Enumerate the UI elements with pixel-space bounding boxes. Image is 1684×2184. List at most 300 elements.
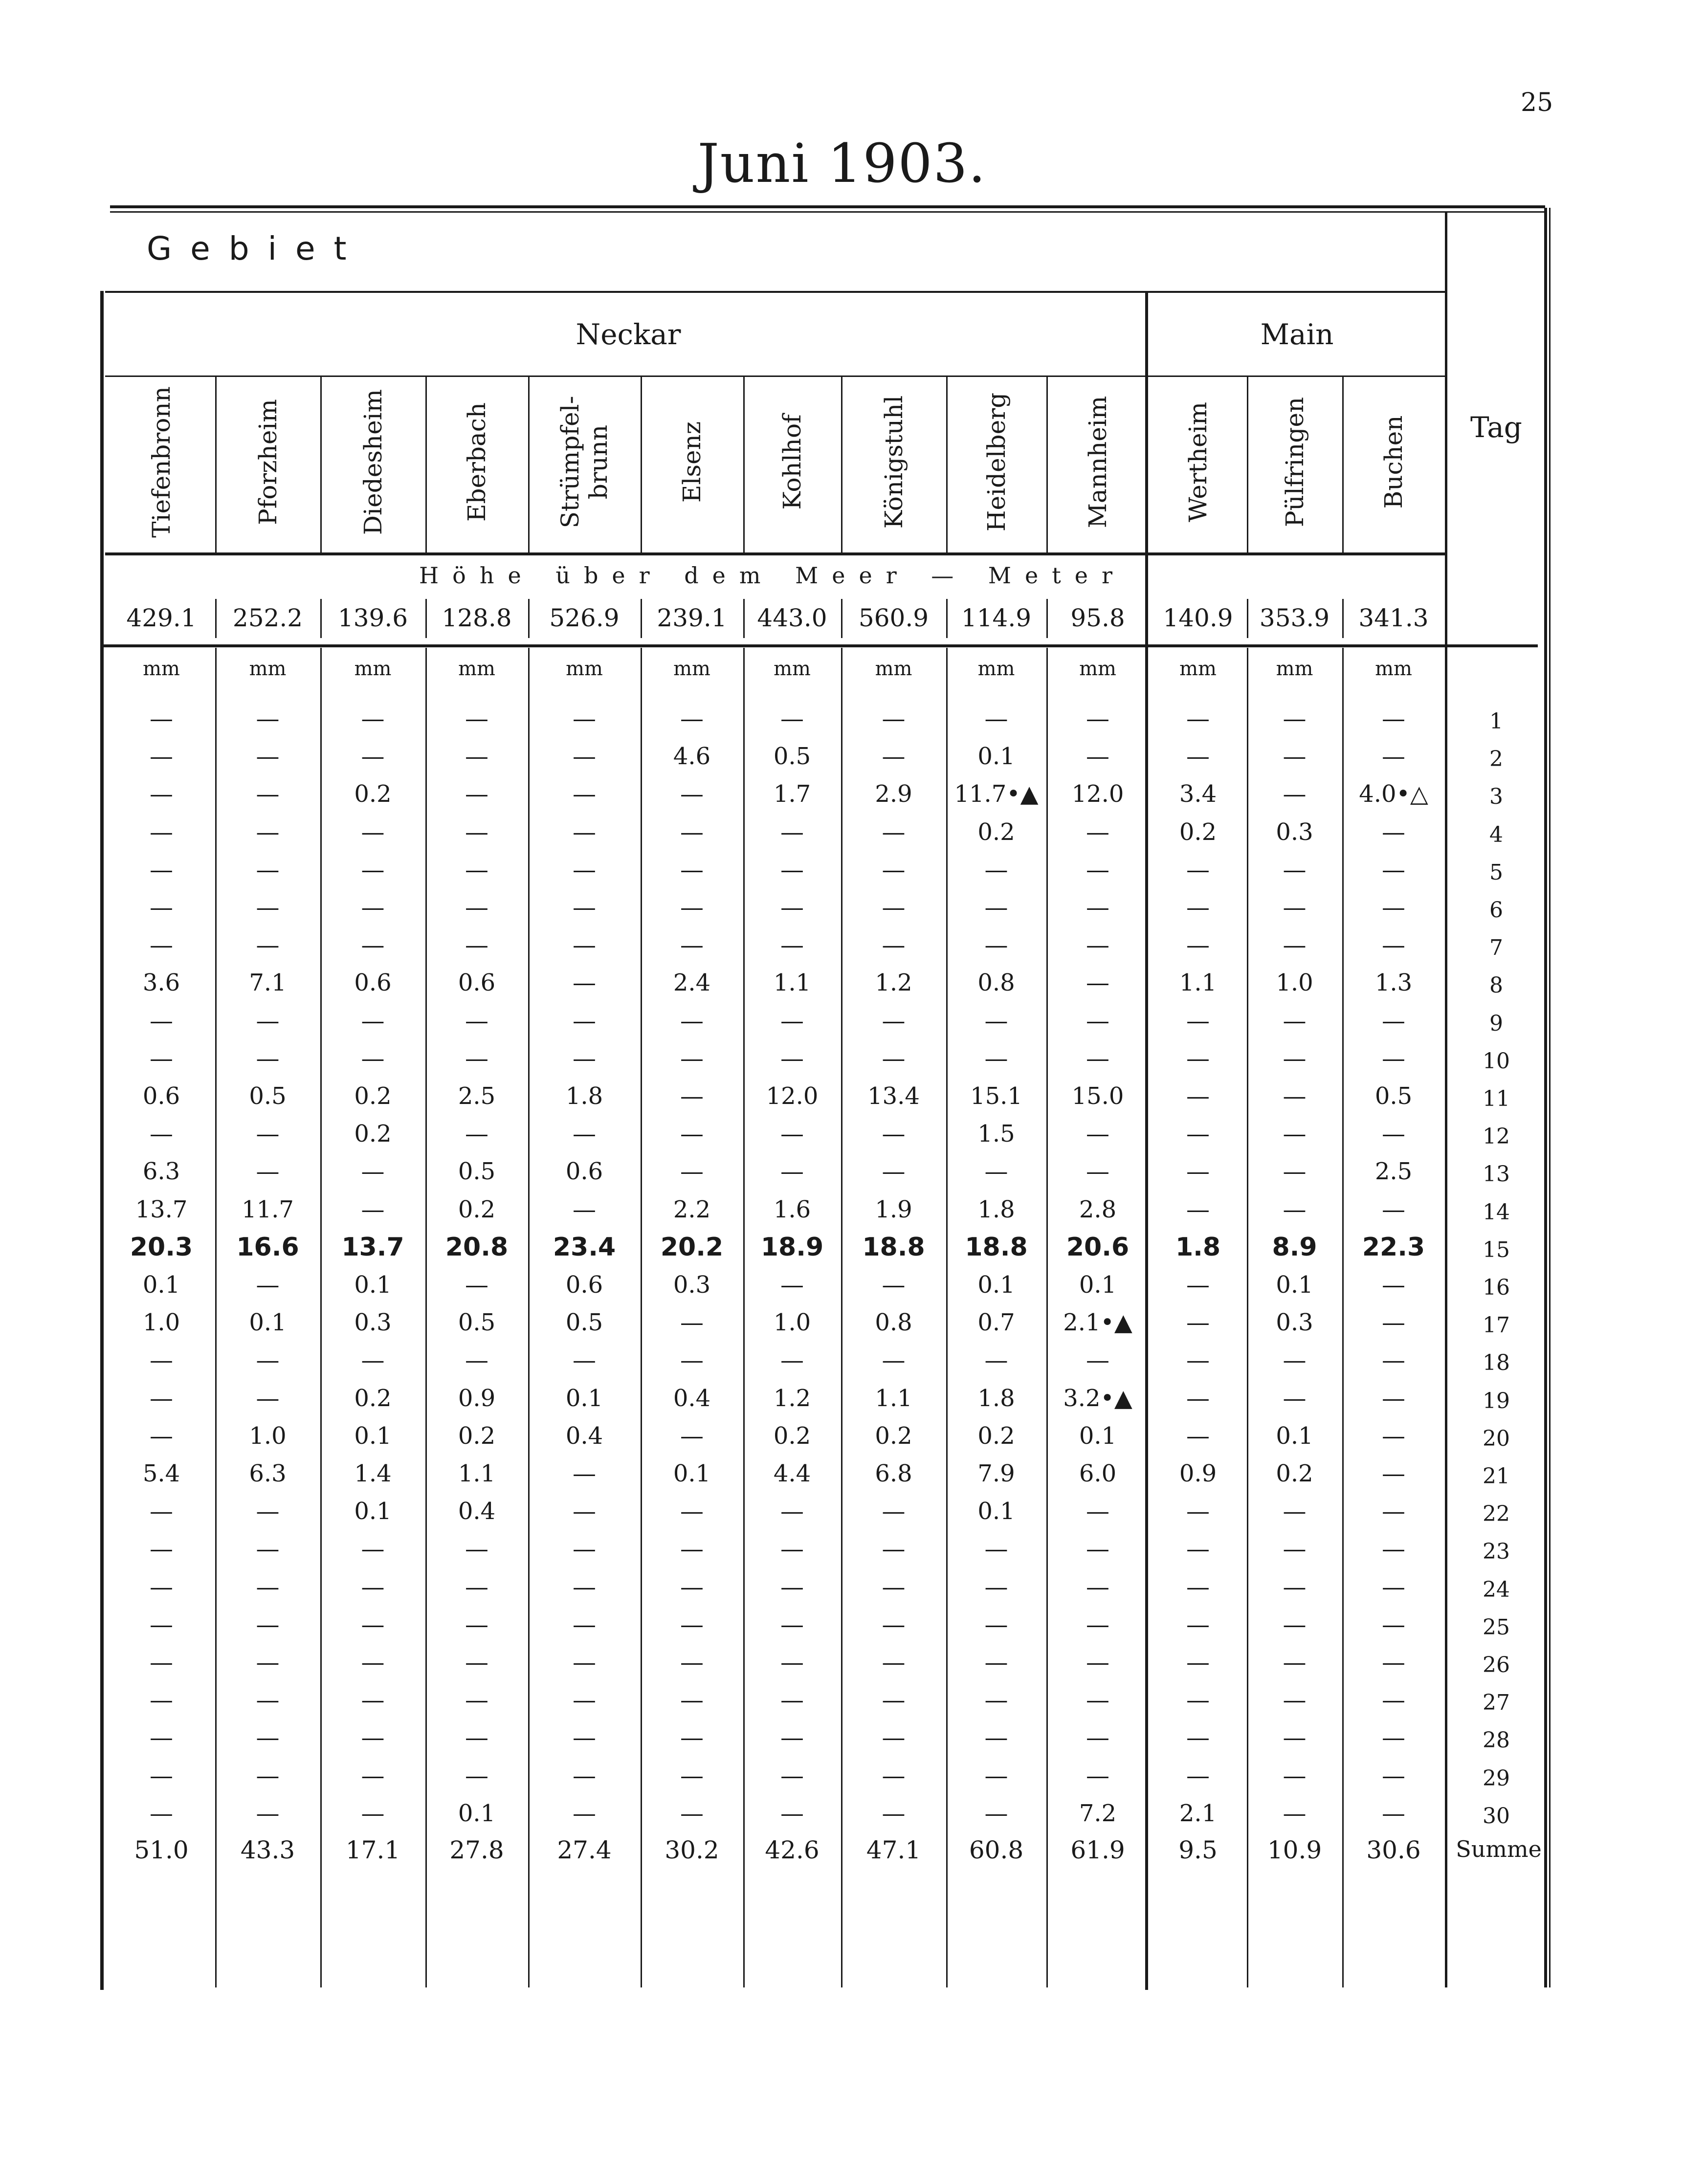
table-cell: — bbox=[465, 1346, 488, 1374]
table-cell: 1.6 bbox=[773, 1195, 811, 1223]
table-cell: 15.0 bbox=[1071, 1082, 1124, 1110]
station-name-label: Elsenz bbox=[678, 421, 706, 503]
unit-label: mm bbox=[1276, 658, 1313, 680]
table-cell: — bbox=[361, 1799, 385, 1827]
table-cell: — bbox=[1086, 1686, 1109, 1714]
table-cell: — bbox=[573, 1007, 596, 1035]
table-cell: — bbox=[465, 705, 488, 732]
table-cell: 0.9 bbox=[1179, 1460, 1217, 1487]
gebiet-label: Gebiet bbox=[147, 230, 365, 267]
station-name bbox=[1246, 374, 1344, 550]
table-cell: — bbox=[1283, 1007, 1307, 1035]
table-cell: — bbox=[882, 1044, 906, 1072]
table-cell: — bbox=[573, 1649, 596, 1676]
station-name-label: Strümpfel- brunn bbox=[556, 396, 613, 529]
table-cell: — bbox=[680, 1573, 704, 1601]
table-cell: — bbox=[984, 1762, 1008, 1789]
table-cell: — bbox=[256, 1724, 280, 1752]
table-cell: — bbox=[1283, 705, 1307, 732]
table-cell: — bbox=[882, 818, 906, 846]
table-cell: 0.3 bbox=[354, 1309, 392, 1337]
table-cell: — bbox=[1186, 1422, 1210, 1450]
table-cell: — bbox=[680, 1724, 704, 1752]
table-cell: 2.5 bbox=[458, 1082, 496, 1110]
table-cell: — bbox=[150, 1422, 173, 1450]
table-cell: — bbox=[256, 1120, 280, 1148]
station-name-label: Kohlhof bbox=[778, 414, 806, 510]
table-cell: — bbox=[780, 1158, 804, 1186]
table-cell: 1.0 bbox=[249, 1422, 287, 1450]
table-cell: 0.2 bbox=[875, 1422, 912, 1450]
table-cell: — bbox=[150, 1384, 173, 1412]
station-col-sep bbox=[425, 376, 427, 552]
station-elevation: 560.9 bbox=[858, 604, 929, 632]
table-cell: — bbox=[150, 1007, 173, 1035]
table-cell: — bbox=[1382, 1044, 1405, 1072]
table-cell: 0.1 bbox=[673, 1460, 711, 1487]
table-cell: — bbox=[1186, 1007, 1210, 1035]
table-cell: — bbox=[1086, 1573, 1109, 1601]
table-cell: — bbox=[1186, 1271, 1210, 1299]
table-cell: — bbox=[1186, 1535, 1210, 1563]
table-cell: — bbox=[1382, 1195, 1405, 1223]
table-cell: 22.3 bbox=[1362, 1232, 1425, 1262]
table-cell: — bbox=[1382, 1309, 1405, 1337]
table-cell: — bbox=[1186, 1762, 1210, 1789]
station-col-sep bbox=[641, 376, 642, 552]
table-cell: — bbox=[1186, 743, 1210, 771]
table-cell: — bbox=[680, 1007, 704, 1035]
day-number: 10 bbox=[1483, 1048, 1510, 1074]
table-cell: — bbox=[1382, 1610, 1405, 1638]
table-cell: 0.5 bbox=[565, 1309, 603, 1337]
table-cell: 0.3 bbox=[1276, 1309, 1313, 1337]
table-cell: — bbox=[256, 1044, 280, 1072]
day-number: 1 bbox=[1489, 709, 1503, 734]
table-cell: — bbox=[573, 1573, 596, 1601]
table-cell: — bbox=[361, 1686, 385, 1714]
station-name bbox=[324, 374, 422, 550]
table-cell: — bbox=[680, 1686, 704, 1714]
table-cell: — bbox=[882, 705, 906, 732]
table-cell: — bbox=[1186, 1120, 1210, 1148]
table-cell: — bbox=[573, 1498, 596, 1525]
table-cell: — bbox=[465, 1535, 488, 1563]
table-cell: — bbox=[1283, 1498, 1307, 1525]
table-cell: — bbox=[984, 1799, 1008, 1827]
table-cell: — bbox=[984, 1007, 1008, 1035]
table-cell: — bbox=[882, 1649, 906, 1676]
top-rule-thin bbox=[110, 211, 1545, 213]
table-cell: — bbox=[1086, 931, 1109, 959]
station-elevation: 341.3 bbox=[1358, 604, 1429, 632]
table-cell: 7.1 bbox=[249, 969, 287, 997]
table-cell: 2.9 bbox=[875, 780, 912, 808]
station-elevation: 114.9 bbox=[961, 604, 1032, 632]
table-cell: — bbox=[573, 1535, 596, 1563]
day-number: 20 bbox=[1483, 1426, 1510, 1451]
table-cell: — bbox=[1086, 1610, 1109, 1638]
table-cell: — bbox=[780, 1498, 804, 1525]
table-cell: 0.1 bbox=[1079, 1422, 1117, 1450]
table-cell: — bbox=[150, 1573, 173, 1601]
table-cell: — bbox=[1186, 931, 1210, 959]
table-cell: 20.3 bbox=[130, 1232, 193, 1262]
table-cell: 0.1 bbox=[354, 1271, 392, 1299]
table-cell: — bbox=[150, 705, 173, 732]
table-cell: — bbox=[150, 1498, 173, 1525]
unit-label: mm bbox=[458, 658, 495, 680]
table-cell: — bbox=[150, 743, 173, 771]
day-number: 24 bbox=[1483, 1577, 1510, 1602]
station-name-label: Diedesheim bbox=[358, 389, 387, 535]
table-cell: — bbox=[256, 1271, 280, 1299]
table-cell: 3.6 bbox=[142, 969, 180, 997]
table-cell: 1.0 bbox=[1276, 969, 1313, 997]
table-cell: — bbox=[361, 1762, 385, 1789]
table-cell: — bbox=[1382, 1535, 1405, 1563]
station-sum: 30.6 bbox=[1366, 1836, 1421, 1864]
day-number: 8 bbox=[1489, 973, 1503, 998]
table-cell: 15.1 bbox=[970, 1082, 1022, 1110]
table-cell: 0.5 bbox=[773, 743, 811, 771]
table-cell: — bbox=[780, 1346, 804, 1374]
table-cell: — bbox=[780, 818, 804, 846]
table-cell: 0.6 bbox=[565, 1158, 603, 1186]
table-cell: 6.8 bbox=[875, 1460, 912, 1487]
table-cell: — bbox=[1283, 1535, 1307, 1563]
table-cell: — bbox=[1283, 1762, 1307, 1789]
table-cell: — bbox=[1086, 856, 1109, 883]
table-cell: — bbox=[150, 1799, 173, 1827]
table-cell: — bbox=[680, 1799, 704, 1827]
station-name bbox=[845, 374, 943, 550]
table-cell: — bbox=[256, 1573, 280, 1601]
table-cell: 0.2 bbox=[354, 1082, 392, 1110]
table-cell: 0.4 bbox=[673, 1384, 711, 1412]
table-cell: 1.8 bbox=[565, 1082, 603, 1110]
table-cell: — bbox=[1086, 969, 1109, 997]
station-sum: 60.8 bbox=[969, 1836, 1024, 1864]
table-cell: 0.7 bbox=[977, 1309, 1015, 1337]
table-cell: — bbox=[465, 856, 488, 883]
table-cell: 0.1 bbox=[1276, 1422, 1313, 1450]
data-top-rule bbox=[103, 644, 1538, 647]
table-cell: 0.6 bbox=[142, 1082, 180, 1110]
right-border-inner bbox=[1549, 208, 1551, 1987]
table-cell: — bbox=[256, 856, 280, 883]
station-name bbox=[1345, 374, 1442, 550]
table-cell: — bbox=[1382, 1460, 1405, 1487]
table-cell: — bbox=[984, 856, 1008, 883]
table-cell: — bbox=[573, 1799, 596, 1827]
table-cell: — bbox=[465, 1649, 488, 1676]
table-cell: — bbox=[361, 818, 385, 846]
table-cell: 3.4 bbox=[1179, 780, 1217, 808]
table-cell: — bbox=[465, 1007, 488, 1035]
station-elevation: 128.8 bbox=[442, 604, 512, 632]
table-cell: — bbox=[882, 894, 906, 921]
table-cell: — bbox=[150, 1535, 173, 1563]
table-cell: — bbox=[984, 1158, 1008, 1186]
table-cell: — bbox=[573, 1120, 596, 1148]
table-cell: 1.1 bbox=[458, 1460, 496, 1487]
table-cell: — bbox=[780, 856, 804, 883]
day-number: 12 bbox=[1483, 1124, 1510, 1149]
day-number: 16 bbox=[1483, 1275, 1510, 1300]
day-number: 7 bbox=[1489, 935, 1503, 961]
table-cell: — bbox=[1186, 894, 1210, 921]
table-cell: — bbox=[361, 1649, 385, 1676]
table-cell: — bbox=[1382, 1346, 1405, 1374]
table-cell: 1.2 bbox=[875, 969, 912, 997]
table-cell: 0.9 bbox=[458, 1384, 496, 1412]
table-cell: — bbox=[465, 743, 488, 771]
table-cell: — bbox=[150, 1686, 173, 1714]
day-number: 18 bbox=[1483, 1350, 1510, 1376]
table-cell: — bbox=[882, 1346, 906, 1374]
page-title: Juni 1903. bbox=[697, 132, 987, 195]
station-col-sep bbox=[1046, 376, 1048, 552]
table-cell: — bbox=[780, 1686, 804, 1714]
station-rule bbox=[105, 552, 1445, 555]
day-number: 15 bbox=[1483, 1237, 1510, 1262]
station-name bbox=[112, 374, 210, 550]
day-number: 25 bbox=[1483, 1614, 1510, 1640]
table-cell: — bbox=[573, 1610, 596, 1638]
table-cell: 0.5 bbox=[458, 1309, 496, 1337]
table-cell: — bbox=[1186, 1158, 1210, 1186]
table-cell: — bbox=[361, 1535, 385, 1563]
table-cell: — bbox=[882, 931, 906, 959]
table-cell: 0.1 bbox=[1276, 1271, 1313, 1299]
top-rule-thick bbox=[110, 205, 1545, 208]
station-elevation: 139.6 bbox=[337, 604, 408, 632]
table-cell: — bbox=[882, 1120, 906, 1148]
station-sum: 61.9 bbox=[1070, 1836, 1125, 1864]
table-cell: — bbox=[256, 780, 280, 808]
table-cell: — bbox=[1283, 856, 1307, 883]
table-cell: 0.2 bbox=[1179, 818, 1217, 846]
table-cell: — bbox=[1283, 1610, 1307, 1638]
table-cell: 4.6 bbox=[673, 743, 711, 771]
station-sum: 47.1 bbox=[866, 1836, 921, 1864]
table-cell: — bbox=[465, 931, 488, 959]
table-cell: — bbox=[150, 780, 173, 808]
page-number: 25 bbox=[1521, 88, 1553, 117]
station-elevation: 252.2 bbox=[232, 604, 303, 632]
station-name bbox=[428, 374, 526, 550]
table-cell: — bbox=[780, 1271, 804, 1299]
station-elevation: 353.9 bbox=[1259, 604, 1330, 632]
table-cell: — bbox=[1382, 1007, 1405, 1035]
table-cell: 6.3 bbox=[142, 1158, 180, 1186]
table-cell: — bbox=[680, 818, 704, 846]
table-cell: 0.1 bbox=[565, 1384, 603, 1412]
table-cell: 1.1 bbox=[875, 1384, 912, 1412]
table-cell: — bbox=[1186, 1610, 1210, 1638]
table-cell: — bbox=[780, 1573, 804, 1601]
table-cell: 1.7 bbox=[773, 780, 811, 808]
table-cell: — bbox=[256, 743, 280, 771]
station-name-label: Mannheim bbox=[1084, 396, 1112, 529]
table-cell: — bbox=[780, 1044, 804, 1072]
table-cell: 0.5 bbox=[458, 1158, 496, 1186]
table-cell: — bbox=[361, 856, 385, 883]
table-cell: — bbox=[256, 1649, 280, 1676]
table-cell: — bbox=[984, 705, 1008, 732]
station-sum: 43.3 bbox=[240, 1836, 295, 1864]
table-cell: — bbox=[780, 931, 804, 959]
table-cell: — bbox=[1283, 1158, 1307, 1186]
table-cell: — bbox=[150, 931, 173, 959]
table-cell: — bbox=[1283, 780, 1307, 808]
sum-label: Summe bbox=[1456, 1836, 1542, 1862]
day-number: 13 bbox=[1483, 1162, 1510, 1187]
table-cell: — bbox=[1382, 1649, 1405, 1676]
table-cell: — bbox=[361, 1573, 385, 1601]
table-cell: — bbox=[573, 1460, 596, 1487]
table-cell: — bbox=[780, 1762, 804, 1789]
table-cell: — bbox=[1283, 1082, 1307, 1110]
table-cell: — bbox=[361, 1158, 385, 1186]
table-cell: — bbox=[361, 1724, 385, 1752]
table-cell: — bbox=[256, 1799, 280, 1827]
table-cell: — bbox=[573, 705, 596, 732]
table-cell: 0.5 bbox=[249, 1082, 287, 1110]
table-cell: — bbox=[780, 1535, 804, 1563]
table-cell: 1.1 bbox=[773, 969, 811, 997]
table-cell: — bbox=[1186, 1686, 1210, 1714]
table-cell: — bbox=[361, 743, 385, 771]
table-cell: — bbox=[984, 1610, 1008, 1638]
table-cell: — bbox=[150, 1610, 173, 1638]
table-cell: — bbox=[984, 894, 1008, 921]
table-cell: 1.4 bbox=[354, 1460, 392, 1487]
station-name-label: Pülfringen bbox=[1280, 397, 1309, 528]
table-cell: — bbox=[1086, 1120, 1109, 1148]
table-cell: 0.2 bbox=[458, 1195, 496, 1223]
table-cell: — bbox=[361, 1007, 385, 1035]
table-cell: 0.1 bbox=[249, 1309, 287, 1337]
table-cell: — bbox=[882, 1762, 906, 1789]
day-number: 17 bbox=[1483, 1313, 1510, 1338]
station-name-label: Wertheim bbox=[1184, 401, 1212, 523]
table-cell: — bbox=[1186, 1195, 1210, 1223]
table-cell: — bbox=[1186, 1498, 1210, 1525]
table-cell: 4.0•△ bbox=[1359, 780, 1428, 808]
station-col-sep bbox=[528, 376, 530, 552]
table-cell: 18.8 bbox=[965, 1232, 1028, 1262]
table-cell: 0.1 bbox=[1079, 1271, 1117, 1299]
table-cell: — bbox=[465, 1120, 488, 1148]
table-cell: 1.0 bbox=[773, 1309, 811, 1337]
table-cell: 6.0 bbox=[1079, 1460, 1117, 1487]
table-cell: — bbox=[1283, 1799, 1307, 1827]
table-cell: — bbox=[680, 1346, 704, 1374]
table-cell: — bbox=[150, 818, 173, 846]
table-cell: — bbox=[1186, 1724, 1210, 1752]
table-cell: 7.2 bbox=[1079, 1799, 1117, 1827]
table-cell: — bbox=[256, 1686, 280, 1714]
table-cell: — bbox=[573, 1762, 596, 1789]
table-cell: — bbox=[1186, 1649, 1210, 1676]
table-cell: 0.1 bbox=[458, 1799, 496, 1827]
table-cell: 20.2 bbox=[660, 1232, 724, 1262]
table-cell: — bbox=[680, 1535, 704, 1563]
table-cell: — bbox=[1086, 1044, 1109, 1072]
table-cell: — bbox=[256, 1762, 280, 1789]
table-cell: — bbox=[984, 1044, 1008, 1072]
day-number: 28 bbox=[1483, 1728, 1510, 1753]
table-cell: 4.4 bbox=[773, 1460, 811, 1487]
table-cell: — bbox=[361, 1195, 385, 1223]
station-elevation: 443.0 bbox=[757, 604, 827, 632]
table-cell: — bbox=[1086, 894, 1109, 921]
table-cell: — bbox=[573, 856, 596, 883]
table-cell: — bbox=[1382, 1384, 1405, 1412]
table-cell: — bbox=[465, 818, 488, 846]
table-cell: — bbox=[680, 856, 704, 883]
station-name-label: Heidelberg bbox=[982, 392, 1011, 532]
table-cell: — bbox=[1086, 1649, 1109, 1676]
table-cell: 1.0 bbox=[142, 1309, 180, 1337]
table-cell: — bbox=[573, 1686, 596, 1714]
table-cell: — bbox=[780, 705, 804, 732]
table-cell: — bbox=[780, 1649, 804, 1676]
station-sum: 30.2 bbox=[665, 1836, 719, 1864]
day-number: 14 bbox=[1483, 1199, 1510, 1225]
table-cell: 0.6 bbox=[354, 969, 392, 997]
table-cell: — bbox=[150, 1044, 173, 1072]
table-cell: — bbox=[882, 1535, 906, 1563]
table-cell: — bbox=[150, 1120, 173, 1148]
table-cell: — bbox=[256, 705, 280, 732]
table-cell: — bbox=[1186, 1044, 1210, 1072]
table-cell: — bbox=[780, 894, 804, 921]
table-cell: — bbox=[573, 931, 596, 959]
table-cell: — bbox=[984, 1535, 1008, 1563]
table-cell: — bbox=[361, 1610, 385, 1638]
table-cell: — bbox=[1382, 1686, 1405, 1714]
table-cell: — bbox=[465, 780, 488, 808]
day-number: 21 bbox=[1483, 1464, 1510, 1489]
left-border bbox=[100, 291, 104, 1990]
table-cell: — bbox=[361, 931, 385, 959]
table-cell: — bbox=[882, 1799, 906, 1827]
table-cell: 11.7•▲ bbox=[954, 780, 1039, 808]
station-name bbox=[948, 374, 1045, 550]
day-number: 4 bbox=[1489, 822, 1503, 847]
table-cell: 1.2 bbox=[773, 1384, 811, 1412]
table-cell: — bbox=[1382, 856, 1405, 883]
table-cell: — bbox=[984, 1724, 1008, 1752]
table-cell: — bbox=[1086, 743, 1109, 771]
table-cell: — bbox=[1086, 1158, 1109, 1186]
table-cell: — bbox=[573, 1724, 596, 1752]
unit-label: mm bbox=[875, 658, 912, 680]
table-cell: — bbox=[1382, 1762, 1405, 1789]
day-number: 11 bbox=[1483, 1086, 1510, 1111]
station-sum: 42.6 bbox=[765, 1836, 820, 1864]
table-cell: 0.2 bbox=[354, 1384, 392, 1412]
station-elevation: 140.9 bbox=[1163, 604, 1233, 632]
table-cell: — bbox=[1086, 705, 1109, 732]
unit-label: mm bbox=[673, 658, 710, 680]
table-cell: — bbox=[573, 1195, 596, 1223]
table-cell: — bbox=[1086, 1498, 1109, 1525]
table-cell: — bbox=[1382, 1271, 1405, 1299]
